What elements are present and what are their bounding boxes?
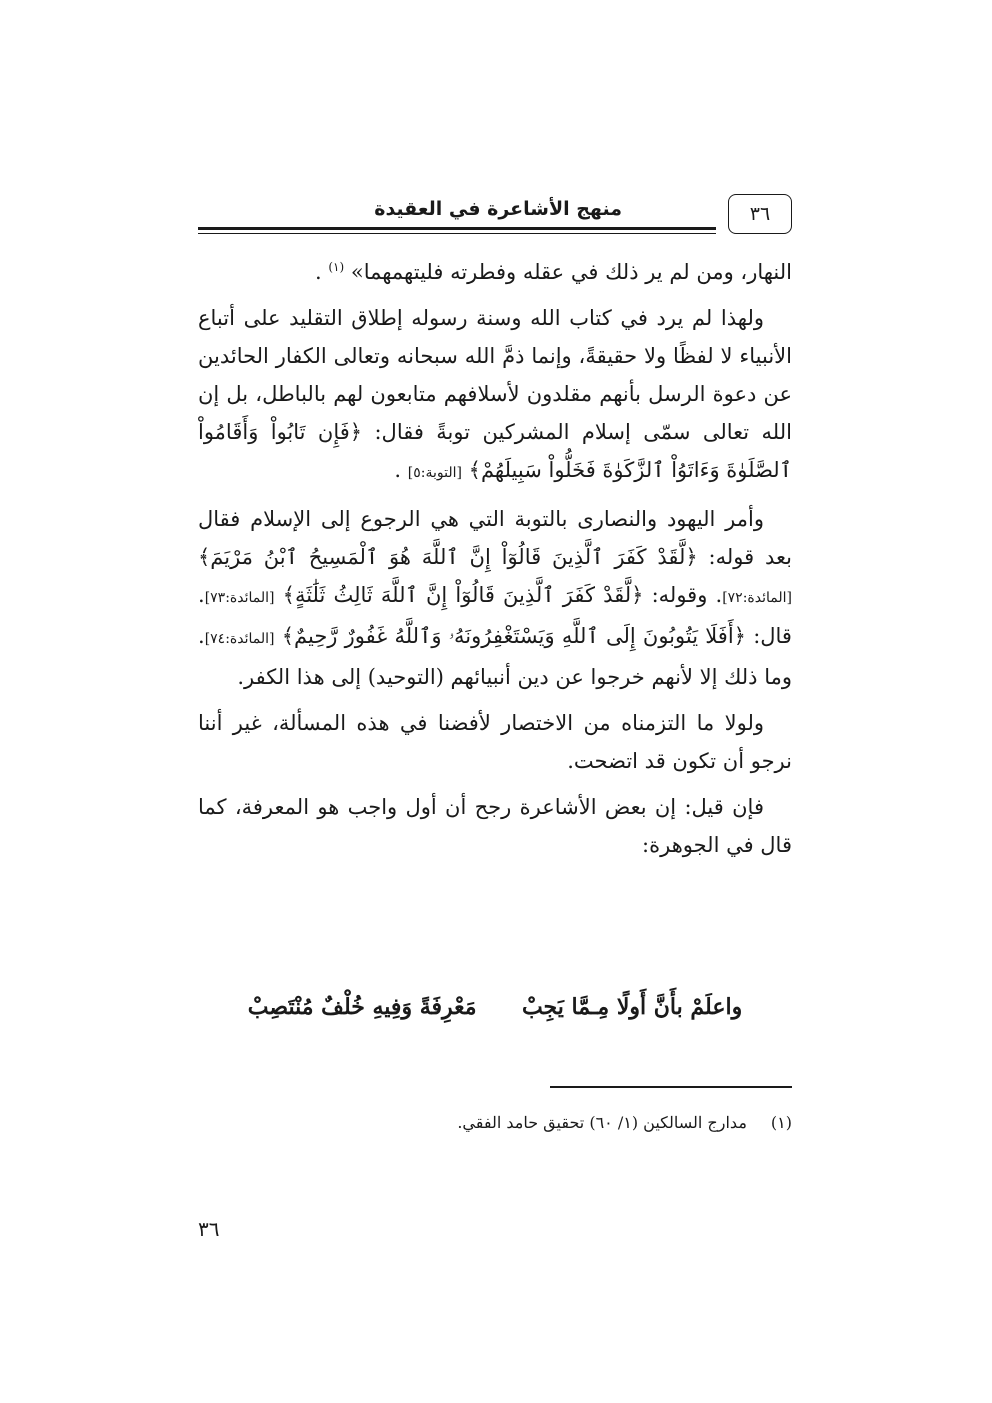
paragraph-text: النهار، ومن لم ير ذلك في عقله وفطرته فليتهمهما»: [350, 260, 792, 284]
footnote-separator: [550, 1086, 792, 1088]
bottom-page-number: ٣٦: [198, 1217, 220, 1241]
verse-hemistich-first: واعلَمْ بأَنَّ أَولًا مِـمَّا يَجِبْ: [521, 994, 743, 1020]
paragraph-objection: [198, 788, 792, 864]
paragraph-brevity: [198, 704, 792, 780]
quran-quote: ﴿لَّقَدْ كَفَرَ ٱلَّذِينَ قَالُوٓاْ إِنَّ ٱللَّهَ ثَالِثُ ثَلَٰثَةٍ﴾: [282, 583, 644, 607]
paragraph-jews-christians: [198, 500, 792, 696]
header-title: منهج الأشاعرة في العقيدة: [374, 198, 622, 220]
footnote-ref: (١): [328, 260, 345, 274]
paragraph-taqlid: [198, 299, 792, 492]
paragraph-text: . وقوله:: [651, 583, 723, 607]
quran-reference: [المائدة:٧٤]: [204, 631, 275, 647]
body-text: [198, 248, 792, 872]
verse-hemistich-second: مَعْرِفَةً وَفِيهِ خُلْفٌ مُنْتَصِبْ: [247, 994, 477, 1020]
header-rule-thick: [198, 227, 716, 230]
footnote-text: مدارج السالكين (١/ ٦٠) تحقيق حامد الفقي.: [457, 1113, 747, 1132]
paragraph-text: فإن قيل: إن بعض الأشاعرة رجح أن أول واجب هو المعرفة، كما قال في الجوهرة:: [198, 795, 792, 857]
punctuation: .: [394, 458, 402, 482]
paragraph-text: وأمر اليهود والنصارى بالتوبة التي هي الرجوع إلى الإسلام فقال بعد قوله:: [198, 507, 792, 569]
quran-quote: ﴿فَإِن تَابُواْ وَأَقَامُواْ ٱلصَّلَوٰةَ وَءَاتَوُاْ ٱلزَّكَوٰةَ فَخَلُّواْ سَبِيلَهُمْ﴾: [198, 420, 792, 482]
poetry-verse: [198, 987, 792, 1027]
footnote-number: (١): [770, 1113, 792, 1132]
paragraph-text: . وما ذلك إلا لأنهم خرجوا عن دين أنبيائهم (التوحيد) إلى هذا الكفر.: [198, 624, 792, 689]
quran-quote: ﴿لَّقَدْ كَفَرَ ٱلَّذِينَ قَالُوٓاْ إِنَّ ٱللَّهَ هُوَ ٱلْمَسِيحُ ٱبْنُ مَرْيَمَ﴾: [198, 545, 698, 569]
paragraph-text: ولولا ما التزمناه من الاختصار لأفضنا في هذه المسألة، غير أننا نرجو أن تكون قد اتضحت.: [198, 711, 792, 773]
running-header: [198, 194, 792, 242]
quran-reference: [المائدة:٧٣]: [204, 590, 275, 606]
punctuation: .: [314, 260, 322, 284]
header-page-number: ٣٦: [728, 194, 792, 234]
quran-reference: [المائدة:٧٢]: [722, 590, 792, 606]
quran-quote: ﴿أَفَلَا يَتُوبُونَ إِلَى ٱللَّهِ وَيَسْتَغْفِرُونَهُۥ وَٱللَّهُ غَفُورٌ رَّحِيمٌ﴾: [281, 624, 746, 648]
paragraph-text: . قال:: [198, 583, 792, 648]
paragraph-text: ولهذا لم يرد في كتاب الله وسنة رسوله إطلاق التقليد على أتباع الأنبياء لا لفظًا ولا حقيقةً، وإنما ذمَّ الله سبحانه وتعالى الكفار الحائدين عن دعوة الرسل بأنهم مقلدون لأسلافهم متابعون لهم بالباطل، بل إن الله تعالى سمّى إسلام المشركين توبةً فقال:: [198, 306, 792, 444]
header-rule-thin: [198, 233, 716, 234]
paragraph-continuation: [198, 248, 792, 291]
footnote: [198, 1110, 792, 1136]
quran-reference: [التوبة:٥]: [407, 465, 462, 481]
